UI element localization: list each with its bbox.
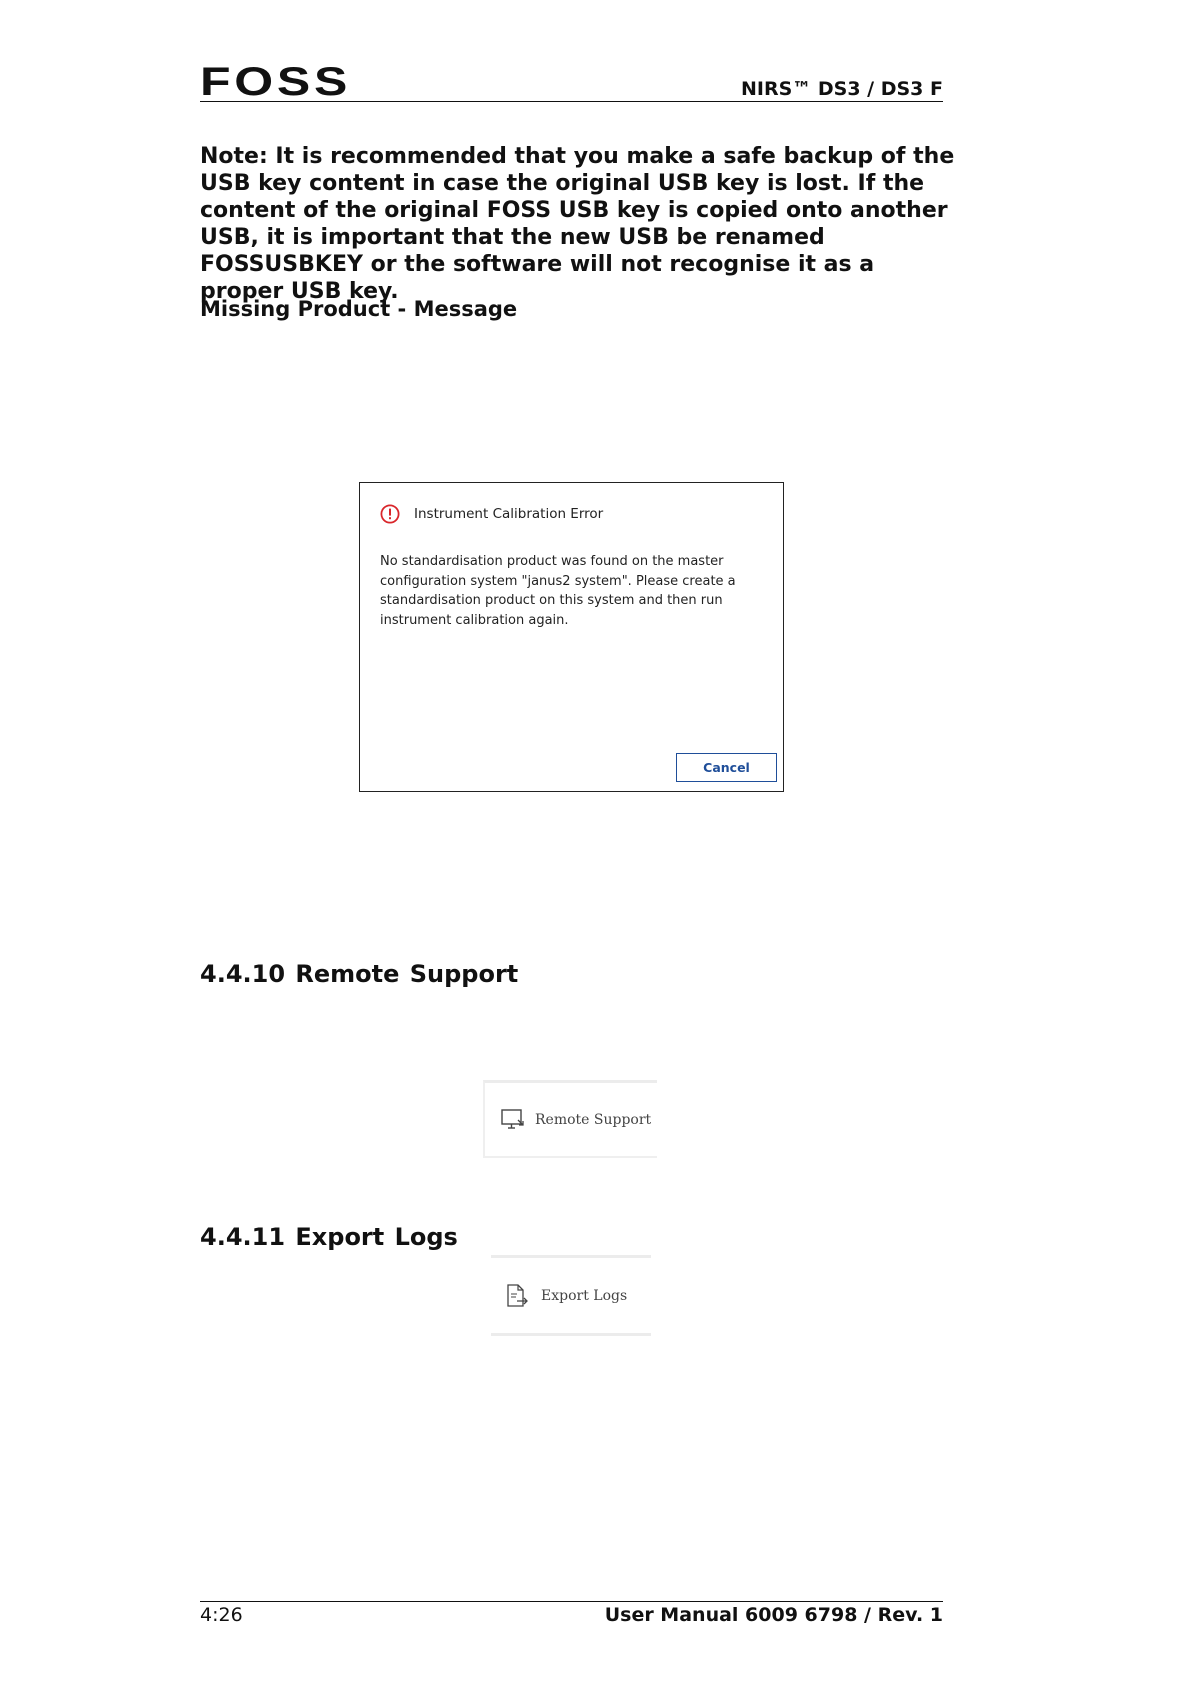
remote-support-heading: 4.4.10 Remote Support [200, 960, 519, 988]
export-log-file-icon [505, 1283, 529, 1309]
header-rule [200, 101, 943, 102]
footer-rule [200, 1601, 943, 1602]
export-logs-button[interactable] [491, 1255, 651, 1336]
cancel-button[interactable]: Cancel [676, 753, 777, 782]
product-name: NIRS™ DS3 / DS3 F [740, 78, 943, 100]
dialog-message: No standardisation product was found on the master configuration system "janus2 system". Please create a standardisation product on this system and then run instrument calibration again. [380, 554, 736, 628]
export-logs-label: Export Logs [541, 1287, 628, 1304]
page-number: 4:26 [200, 1604, 243, 1626]
calibration-error-dialog [359, 482, 784, 792]
remote-support-label: Remote Support [535, 1111, 652, 1128]
backup-note: Note: It is recommended that you make a safe backup of the USB key content in case the original USB key is lost. If the content of the original FOSS USB key is copied onto another USB, it is important that the new USB be renamed FOSSUSBKEY or the software will not recognise it as a proper USB key. [200, 144, 955, 304]
error-circle-icon [380, 504, 400, 524]
manual-reference: User Manual 6009 6798 / Rev. 1 [604, 1604, 943, 1626]
remote-monitor-icon [500, 1107, 526, 1133]
export-logs-heading: 4.4.11 Export Logs [200, 1223, 458, 1251]
remote-support-button[interactable] [483, 1080, 657, 1158]
missing-product-heading: Missing Product - Message [200, 297, 518, 321]
dialog-title: Instrument Calibration Error [414, 506, 604, 522]
foss-logo: FOSS [200, 60, 352, 104]
